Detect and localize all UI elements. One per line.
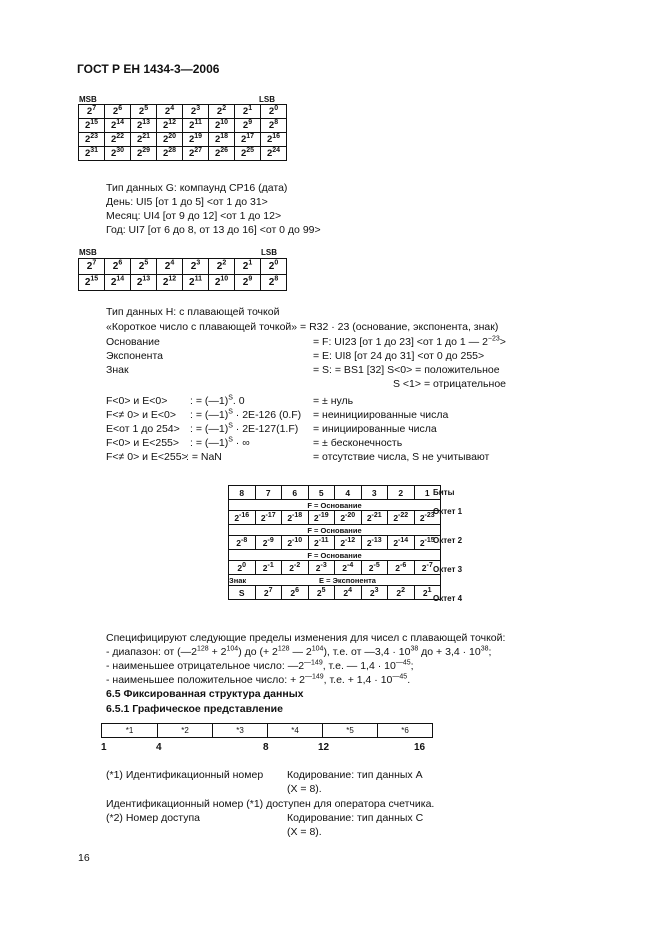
bit-cell: $2^{23}$ [79, 133, 105, 147]
bit-row [79, 275, 287, 291]
octet-4-label: Октет 4 [433, 594, 463, 603]
bit-cell: $2^{14}$ [105, 275, 131, 291]
note-2-right-2: (X = 8). [287, 826, 322, 838]
bit-cell: $2^5$ [131, 259, 157, 275]
bit-cell: $2^{18}$ [209, 133, 235, 147]
mantissa-bit-cell: $2^{-2}$ [282, 561, 309, 575]
mantissa-bit-cell: $2^{-6}$ [388, 561, 415, 575]
bit-number: 4 [335, 486, 362, 500]
f-caption-2: F = Основание [229, 525, 441, 536]
lsb-label: LSB [259, 95, 275, 104]
bit-cell: $2^{22}$ [105, 133, 131, 147]
limits-positive: - наименьшее положительное число: + $2^{—149}$, т.е. + $1,4 \cdot 10^{—45}$. [106, 673, 411, 686]
mantissa-bit-cell: $2^{-9}$ [255, 536, 282, 550]
exponent-bit-cell: $2^1$ [414, 586, 441, 600]
note-2-left: (*2) Номер доступа [106, 812, 200, 824]
bit-cell: $2^{30}$ [105, 147, 131, 161]
mantissa-bit-cell: $2^{-12}$ [335, 536, 362, 550]
case-meaning: = отсутствие числа, S не учитывают [313, 451, 490, 463]
bit-row [79, 133, 287, 147]
section-6-5-1-heading: 6.5.1 Графическое представление [106, 703, 283, 715]
case-condition: E<от 1 до 254> [106, 423, 180, 435]
mantissa-bit-cell: $2^{-21}$ [361, 511, 388, 525]
bit-cell: $2^{25}$ [235, 147, 261, 161]
field-cell: *2 [158, 724, 213, 738]
mantissa-bit-cell: $2^{-11}$ [308, 536, 335, 550]
mantissa-bit-cell: $2^{-16}$ [229, 511, 256, 525]
bit-cell: $2^8$ [261, 119, 287, 133]
type-g-year: Год: UI7 [от 6 до 8, от 13 до 16] <от 0 до 99> [106, 224, 321, 236]
case-condition: F<≠ 0> и E<0> [106, 409, 177, 421]
mantissa-bit-cell: $2^{-22}$ [388, 511, 415, 525]
mantissa-bit-cell: $2^{-17}$ [255, 511, 282, 525]
field-cell: *4 [268, 724, 323, 738]
bit-cell: $2^{14}$ [105, 119, 131, 133]
case-condition: F<0> и E<255> [106, 437, 180, 449]
bit-cell: $2^{15}$ [79, 119, 105, 133]
scale-mark: 4 [156, 742, 162, 753]
octet-1-label: Октет 1 [433, 507, 463, 516]
bit-cell: $2^4$ [157, 259, 183, 275]
bit-cell: $2^{15}$ [79, 275, 105, 291]
field-cell: *6 [378, 724, 433, 738]
field-cell: *1 [102, 724, 158, 738]
bit-cell: $2^4$ [157, 105, 183, 119]
bit-cell: $2^{13}$ [131, 119, 157, 133]
sign-bit-cell: S [229, 586, 256, 600]
exponent-bit-cell: $2^7$ [255, 586, 282, 600]
bit-table-g [78, 104, 287, 161]
msb-label-2: MSB [79, 248, 97, 257]
mantissa-bit-cell: $2^{-8}$ [229, 536, 256, 550]
bit-row [79, 119, 287, 133]
sign-value-2: S <1> = отрицательное [393, 378, 506, 390]
mantissa-bit-cell: $2^{-5}$ [361, 561, 388, 575]
bit-number: 3 [361, 486, 388, 500]
exponent-bit-cell: $2^6$ [282, 586, 309, 600]
case-meaning: = неинициированные числа [313, 409, 449, 421]
bits-label: Биты [433, 488, 455, 497]
section-6-5-heading: 6.5 Фиксированная структура данных [106, 688, 304, 700]
mantissa-bit-cell: $2^{-20}$ [335, 511, 362, 525]
bit-number: 6 [282, 486, 309, 500]
bit-cell: $2^{11}$ [183, 275, 209, 291]
bit-cell: $2^3$ [183, 105, 209, 119]
bit-cell: $2^{10}$ [209, 275, 235, 291]
mantissa-bit-cell: $2^{-10}$ [282, 536, 309, 550]
case-formula: : = (—1)$^S$ · 2E-127(1.F) [190, 422, 299, 435]
bit-cell: $2^{10}$ [209, 119, 235, 133]
sign-label: Знак [106, 364, 129, 376]
scale-mark: 16 [414, 742, 426, 753]
field-cell: *5 [323, 724, 378, 738]
bit-cell: $2^{29}$ [131, 147, 157, 161]
bit-cell: $2^{13}$ [131, 275, 157, 291]
e-caption: E = Экспонента [255, 575, 441, 586]
bit-cell: $2^{28}$ [157, 147, 183, 161]
note-2-right: Кодирование: тип данных C [287, 812, 424, 824]
scale-mark: 8 [263, 742, 269, 753]
exponent-bit-cell: $2^5$ [308, 586, 335, 600]
mantissa-bit-cell: $2^0$ [229, 561, 256, 575]
bit-number: 5 [308, 486, 335, 500]
case-formula: : = NaN [186, 451, 222, 463]
bit-table-h [78, 258, 287, 291]
bit-cell: $2^{27}$ [183, 147, 209, 161]
bit-cell: $2^2$ [209, 259, 235, 275]
type-h-title: Тип данных H: с плавающей точкой [106, 306, 280, 318]
mantissa-bit-cell: $2^{-3}$ [308, 561, 335, 575]
type-g-month: Месяц: UI4 [от 9 до 12] <от 1 до 12> [106, 210, 282, 222]
case-meaning: = ± нуль [313, 395, 354, 407]
case-condition: F<0> и E<0> [106, 395, 168, 407]
bit-cell: $2^9$ [235, 275, 261, 291]
mantissa-bit-cell: $2^{-15}$ [414, 536, 441, 550]
bit-cell: $2^{31}$ [79, 147, 105, 161]
bit-row [79, 259, 287, 275]
bit-number: 1 [414, 486, 441, 500]
type-g-title: Тип данных G: компаунд CP16 (дата) [106, 182, 288, 194]
exponent-value: = E: UI8 [от 24 до 31] <от 0 до 255> [313, 350, 485, 362]
bit-cell: $2^{19}$ [183, 133, 209, 147]
case-condition: F<≠ 0> и E<255> [106, 451, 188, 463]
fixed-structure-table [101, 723, 433, 738]
bit-cell: $2^{24}$ [261, 147, 287, 161]
octet-3-label: Октет 3 [433, 565, 463, 574]
exponent-bit-cell: $2^2$ [388, 586, 415, 600]
bit-cell: $2^{26}$ [209, 147, 235, 161]
scale-mark: 12 [318, 742, 330, 753]
mantissa-bit-cell: $2^{-18}$ [282, 511, 309, 525]
note-1-access: Идентификационный номер (*1) доступен для оператора счетчика. [106, 798, 435, 810]
bit-cell: $2^5$ [131, 105, 157, 119]
bit-number: 7 [255, 486, 282, 500]
bit-cell: $2^1$ [235, 105, 261, 119]
bit-cell: $2^{17}$ [235, 133, 261, 147]
bit-cell: $2^8$ [261, 275, 287, 291]
sign-value: = S: = BS1 [32] S<0> = положительное [313, 364, 500, 376]
bit-cell: $2^{12}$ [157, 275, 183, 291]
bit-cell: $2^{12}$ [157, 119, 183, 133]
mantissa-bit-cell: $2^{-19}$ [308, 511, 335, 525]
exponent-bit-cell: $2^3$ [361, 586, 388, 600]
octet-2-label: Октет 2 [433, 536, 463, 545]
note-1-right: Кодирование: тип данных A [287, 769, 423, 781]
limits-intro: Специфицируют следующие пределы изменения для чисел с плавающей точкой: [106, 632, 506, 644]
mantissa-bit-cell: $2^{-4}$ [335, 561, 362, 575]
f-caption: F = Основание [229, 500, 441, 511]
lsb-label-2: LSB [261, 248, 277, 257]
case-formula: : = (—1)$^S$. 0 [190, 394, 245, 407]
page-header: ГОСТ Р ЕН 1434-3—2006 [77, 62, 220, 76]
note-1-right-2: (X = 8). [287, 783, 322, 795]
msb-label: MSB [79, 95, 97, 104]
bit-cell: $2^6$ [105, 105, 131, 119]
bit-cell: $2^1$ [235, 259, 261, 275]
type-h-short: «Короткое число с плавающей точкой» = R32 · 23 (основание, экспонента, знак) [106, 321, 499, 333]
bit-cell: $2^0$ [261, 259, 287, 275]
limits-range: - диапазон: от $(—2^{128} + 2^{104})$ до (+ $2^{128}$ — $2^{104}$), т.е. от —3,4 · $10^{38}$ до + $3,4 \cdot 10^{38}$; [106, 645, 492, 658]
exponent-bit-cell: $2^4$ [335, 586, 362, 600]
base-label: Основание [106, 336, 160, 348]
mantissa-bit-cell: $2^{-23}$ [414, 511, 441, 525]
bit-row [79, 105, 287, 119]
bit-number: 2 [388, 486, 415, 500]
bit-cell: $2^2$ [209, 105, 235, 119]
f-caption-3: F = Основание [229, 550, 441, 561]
case-meaning: = ± бесконечность [313, 437, 403, 449]
mantissa-bit-cell: $2^{-7}$ [414, 561, 441, 575]
scale-mark: 1 [101, 742, 107, 753]
bit-number: 8 [229, 486, 256, 500]
bit-cell: $2^0$ [261, 105, 287, 119]
bit-row [79, 147, 287, 161]
mantissa-bit-cell: $2^{-1}$ [255, 561, 282, 575]
bit-cell: $2^{21}$ [131, 133, 157, 147]
note-1-left: (*1) Идентификационный номер [106, 769, 264, 781]
float-octet-table [228, 485, 441, 600]
type-g-day: День: UI5 [от 1 до 5] <от 1 до 31> [106, 196, 268, 208]
bit-cell: $2^{20}$ [157, 133, 183, 147]
mantissa-bit-cell: $2^{-13}$ [361, 536, 388, 550]
exponent-label: Экспонента [106, 350, 164, 362]
bit-cell: $2^6$ [105, 259, 131, 275]
bit-cell: $2^7$ [79, 105, 105, 119]
case-formula: : = (—1)$^S$ · ∞ [190, 436, 250, 449]
case-meaning: = инициированные числа [313, 423, 437, 435]
bit-cell: $2^{11}$ [183, 119, 209, 133]
limits-negative: - наименьшее отрицательное число: $—2^{—149}$, т.е. — $1,4 \cdot 10^{—45}$; [106, 659, 414, 672]
bit-cell: $2^9$ [235, 119, 261, 133]
bit-cell: $2^{16}$ [261, 133, 287, 147]
case-formula: : = (—1)$^S$ · 2E-126 (0.F) [190, 408, 302, 421]
base-value: = F: UI23 [от 1 до 23] <от 1 до 1 — $2^{-23}>$ [313, 335, 506, 348]
sign-caption: Знак [229, 575, 256, 586]
bit-cell: $2^3$ [183, 259, 209, 275]
bit-cell: $2^7$ [79, 259, 105, 275]
page-number: 16 [78, 852, 90, 864]
mantissa-bit-cell: $2^{-14}$ [388, 536, 415, 550]
field-cell: *3 [213, 724, 268, 738]
